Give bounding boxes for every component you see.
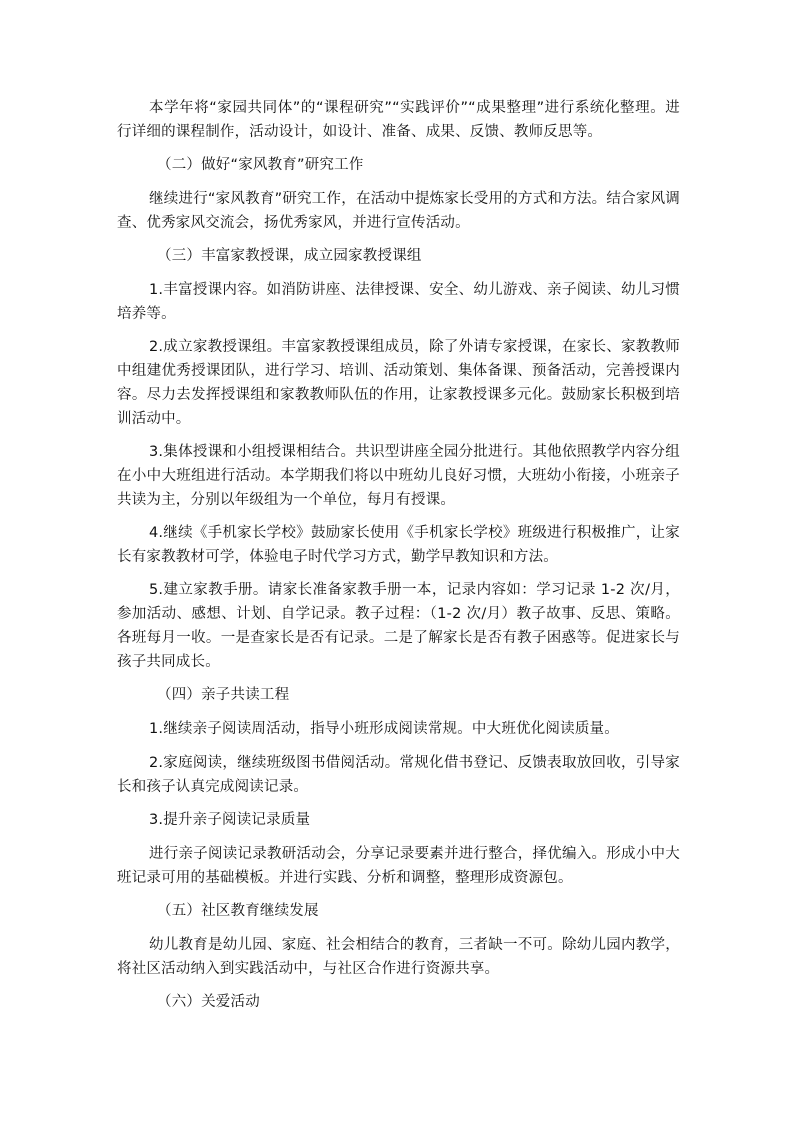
list-item-group-lessons: 3.集体授课和小组授课相结合。共识型讲座全园分批进行。其他依照教学内容分组在小中大班组进行活动。本学期我们将以中班幼儿良好习惯，大班幼小衔接，小班亲子共读为主，分别以年级组为一个单位，每月有授课。 [117, 444, 680, 508]
list-item-reading-record: 3.提升亲子阅读记录质量 [149, 812, 311, 828]
list-item-home-reading: 2.家庭阅读，继续班级图书借阅活动。常规化借书登记、反馈表取放回收，引导家长和孩子认真完成阅读记录。 [117, 755, 680, 795]
list-item-family-handbook: 5.建立家教手册。请家长准备家教手册一本，记录内容如：学习记录 1-2 次/月，参加活动、感想、计划、自学记录。教子过程：（1-2 次/月）教子故事、反思、策略。各班每月一收。一是查家长是否有记录。二是了解家长是否有教子困惑等。促进家长与孩子共同成长。 [117, 582, 680, 670]
section-heading-reading: （四）亲子共读工程 [157, 687, 290, 703]
list-item-lesson-content: 1.丰富授课内容。如消防讲座、法律授课、安全、幼儿游戏、亲子阅读、幼儿习惯培养等。 [117, 282, 680, 322]
section-heading-family-lessons: （三）丰富家教授课，成立园家教授课组 [157, 248, 422, 264]
list-item-reading-week: 1.继续亲子阅读周活动，指导小班形成阅读常规。中大班优化阅读质量。 [149, 721, 619, 737]
paragraph-course-organization: 本学年将“家园共同体”的“课程研究”“实践评价”“成果整理”进行系统化整理。进行详细的课程制作，活动设计，如设计、准备、成果、反馈、教师反思等。 [117, 100, 680, 140]
section-heading-family-style: （二）做好“家风教育”研究工作 [157, 157, 364, 173]
document-body [117, 96, 680, 1014]
paragraph-community-education: 幼儿教育是幼儿园、家庭、社会相结合的教育，三者缺一不可。除幼儿园内教学，将社区活动纳入到实践活动中，与社区合作进行资源共享。 [117, 937, 680, 977]
paragraph-reading-research: 进行亲子阅读记录教研活动会，分享记录要素并进行整合，择优编入。形成小中大班记录可用的基础模板。并进行实践、分析和调整，整理形成资源包。 [117, 846, 680, 886]
list-item-lesson-group: 2.成立家教授课组。丰富家教授课组成员，除了外请专家授课，在家长、家教教师中组建优秀授课团队，进行学习、培训、活动策划、集体备课、预备活动，完善授课内容。尽力去发挥授课组和家教教师队伍的作用，让家教授课多元化。鼓励家长积极到培训活动中。 [117, 339, 680, 427]
list-item-mobile-school: 4.继续《手机家长学校》鼓励家长使用《手机家长学校》班级进行积极推广，让家长有家教教材可学，体验电子时代学习方式，勤学早教知识和方法。 [117, 525, 680, 565]
paragraph-family-style: 继续进行“家风教育”研究工作，在活动中提炼家长受用的方式和方法。结合家风调查、优秀家风交流会，扬优秀家风，并进行宣传活动。 [117, 191, 680, 231]
section-heading-care: （六）关爱活动 [157, 994, 260, 1010]
section-heading-community: （五）社区教育继续发展 [157, 903, 319, 919]
